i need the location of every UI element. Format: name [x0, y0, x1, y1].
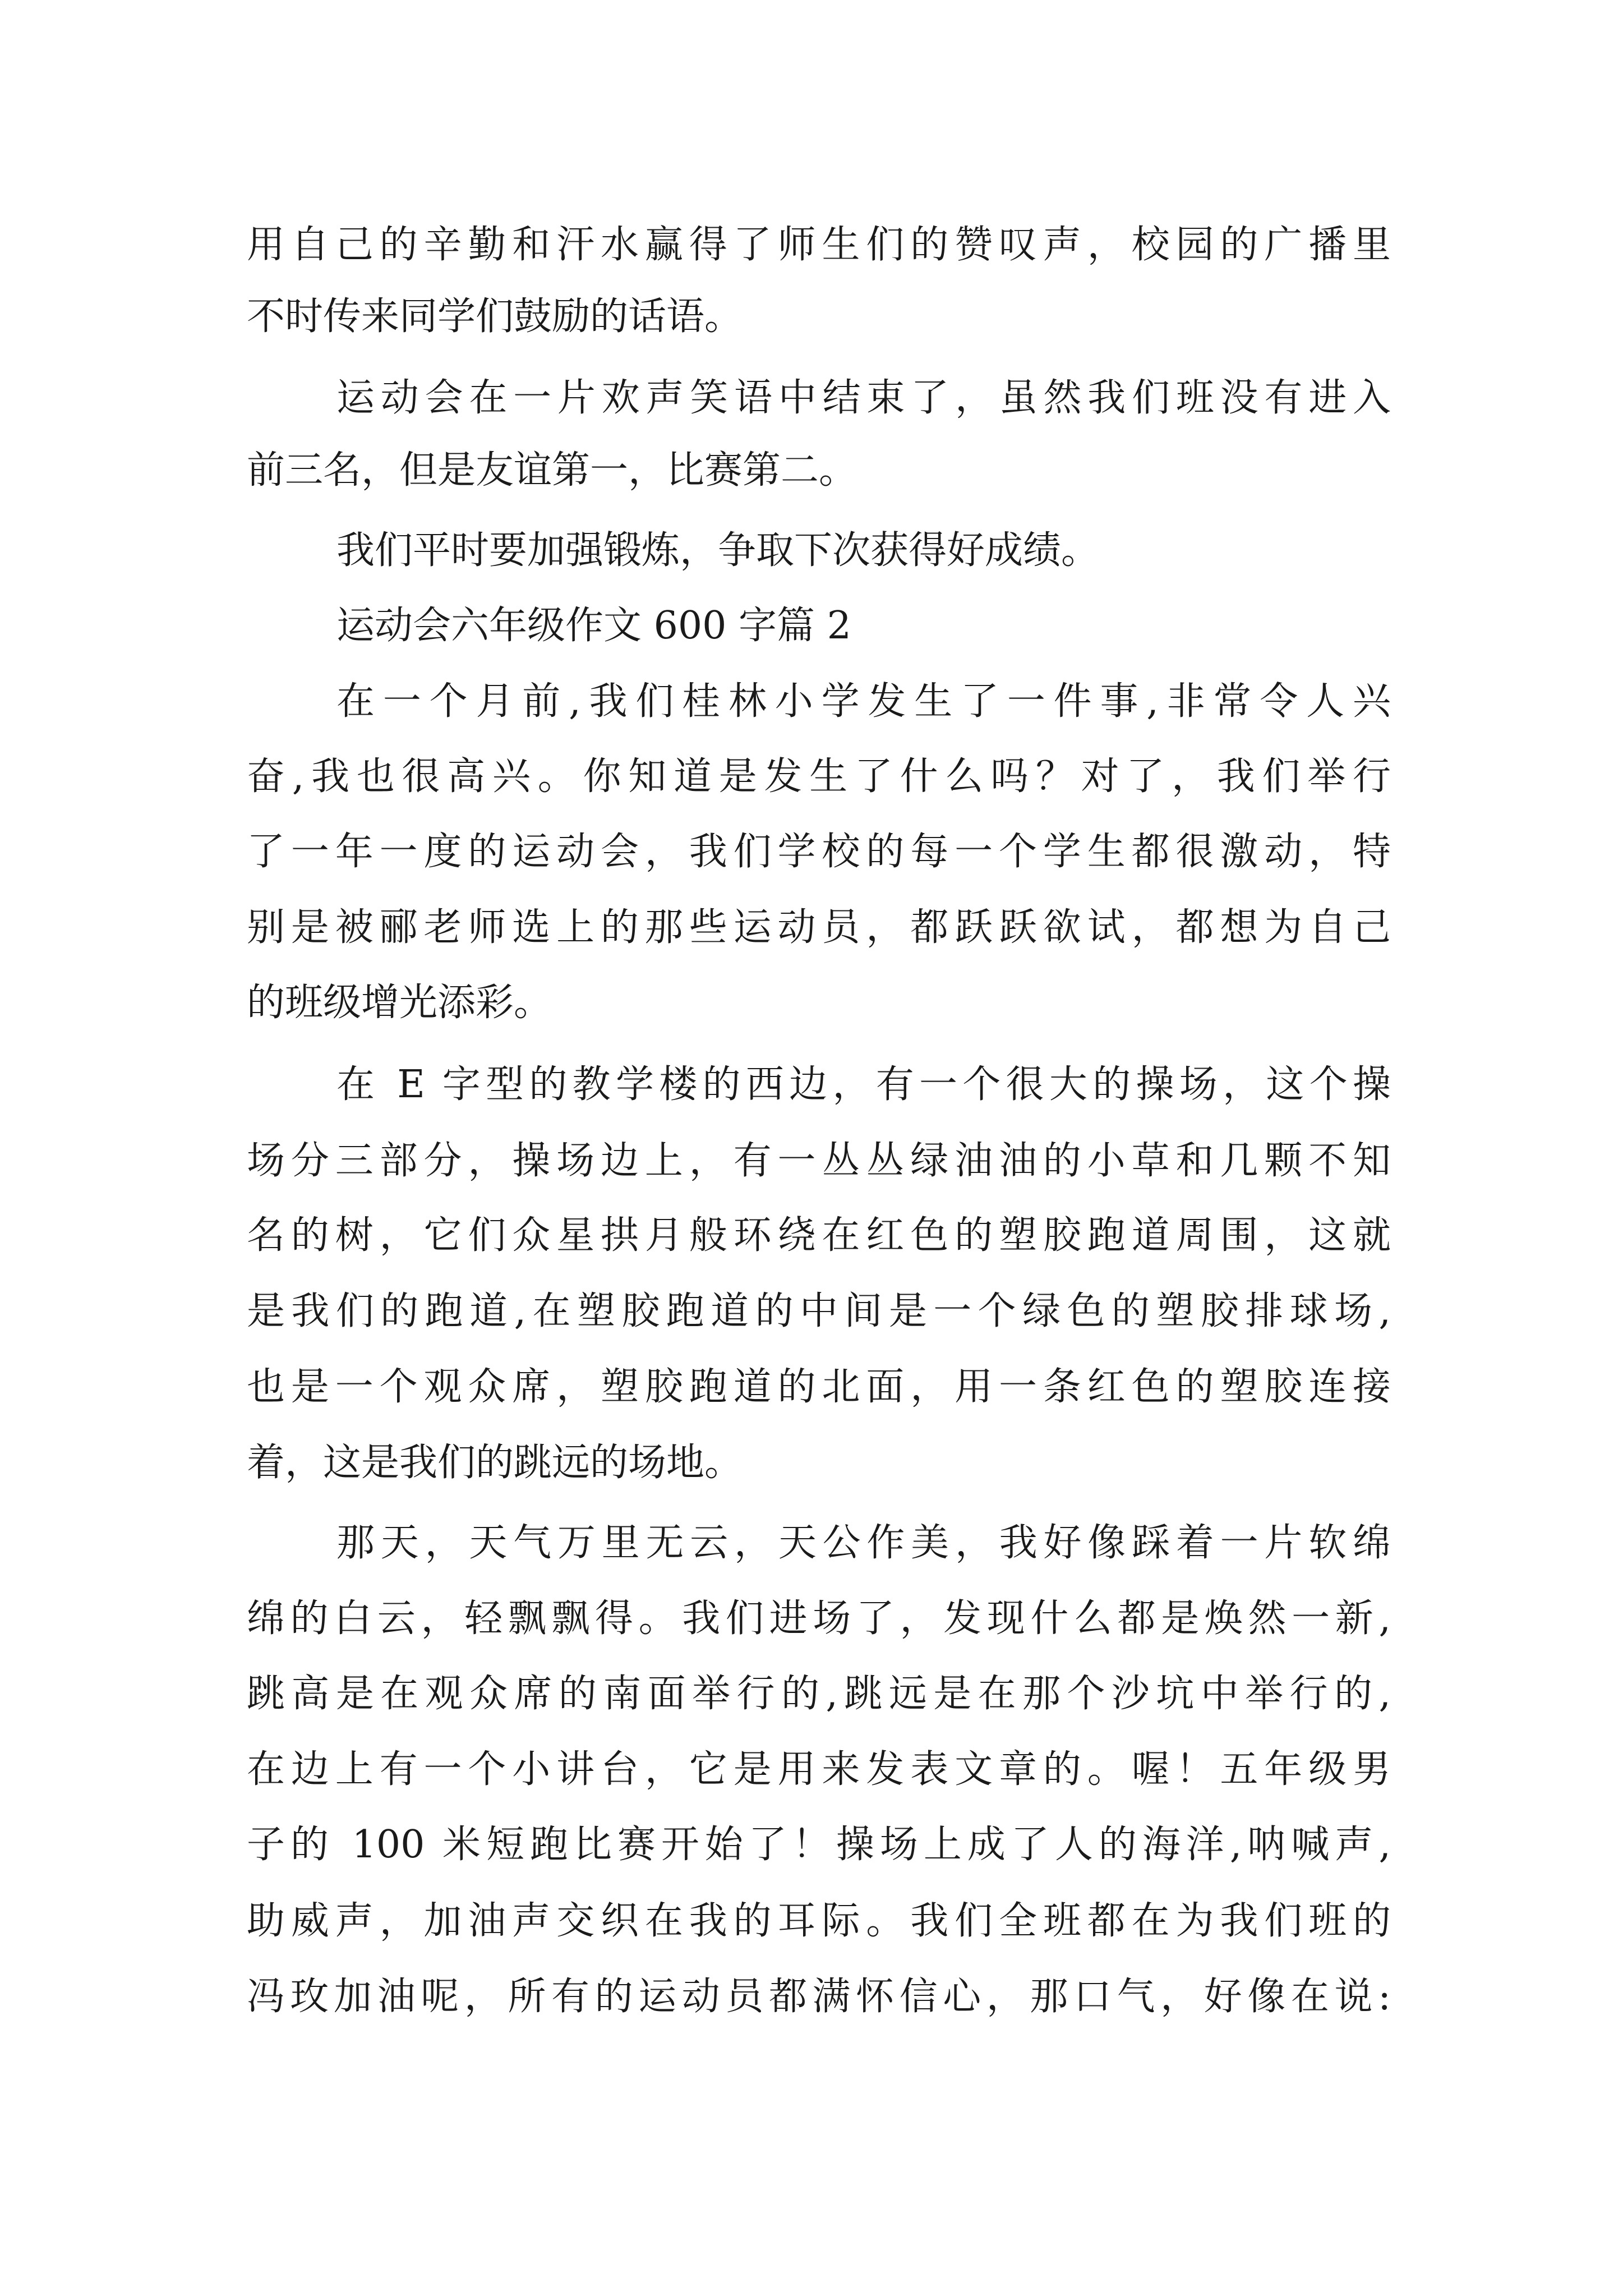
text-line: 别是被郦老师选上的那些运动员，都跃跃欲试，都想为自己 [247, 905, 1391, 950]
text-line: 运动会在一片欢声笑语中结束了，虽然我们班没有进入 [336, 376, 1391, 420]
text-line: 在 E 字型的教学楼的西边，有一个很大的操场，这个操 [336, 1062, 1391, 1107]
text-line: 的班级增光添彩。 [247, 981, 552, 1025]
text-line: 我们平时要加强锻炼，争取下次获得好成绩。 [336, 528, 1100, 573]
text-line: 跳高是在观众席的南面举行的,跳远是在那个沙坑中举行的, [247, 1672, 1391, 1716]
text-line: 绵的白云，轻飘飘得。我们进场了，发现什么都是焕然一新, [247, 1596, 1391, 1641]
text-line: 也是一个观众席，塑胶跑道的北面，用一条红色的塑胶连接 [247, 1365, 1391, 1409]
text-line: 着，这是我们的跳远的场地。 [247, 1441, 743, 1485]
text-line: 不时传来同学们鼓励的话语。 [247, 295, 743, 339]
text-line: 在一个月前,我们桂林小学发生了一件事,非常令人兴 [336, 679, 1391, 724]
text-line: 在边上有一个小讲台，它是用来发表文章的。喔！五年级男 [247, 1747, 1391, 1792]
section-heading: 运动会六年级作文 600 字篇 2 [336, 604, 851, 648]
text-line: 场分三部分，操场边上，有一丛丛绿油油的小草和几颗不知 [247, 1139, 1391, 1183]
text-line: 冯玫加油呢，所有的运动员都满怀信心，那口气，好像在说: [247, 1975, 1391, 2019]
text-line: 用自己的辛勤和汗水赢得了师生们的赞叹声，校园的广播里 [247, 223, 1391, 267]
text-line: 了一年一度的运动会，我们学校的每一个学生都很激动，特 [247, 830, 1391, 874]
text-line: 前三名，但是友谊第一，比赛第二。 [247, 448, 857, 493]
text-line: 助威声，加油声交织在我的耳际。我们全班都在为我们班的 [247, 1899, 1391, 1943]
text-line: 名的树，它们众星拱月般环绕在红色的塑胶跑道周围，这就 [247, 1213, 1391, 1258]
text-line: 那天，天气万里无云，天公作美，我好像踩着一片软绵 [336, 1521, 1391, 1565]
text-line: 子的 100 米短跑比赛开始了！操场上成了人的海洋,呐喊声, [247, 1823, 1391, 1867]
text-line: 奋,我也很高兴。你知道是发生了什么吗？对了，我们举行 [247, 754, 1391, 799]
text-line: 是我们的跑道,在塑胶跑道的中间是一个绿色的塑胶排球场, [247, 1289, 1391, 1333]
